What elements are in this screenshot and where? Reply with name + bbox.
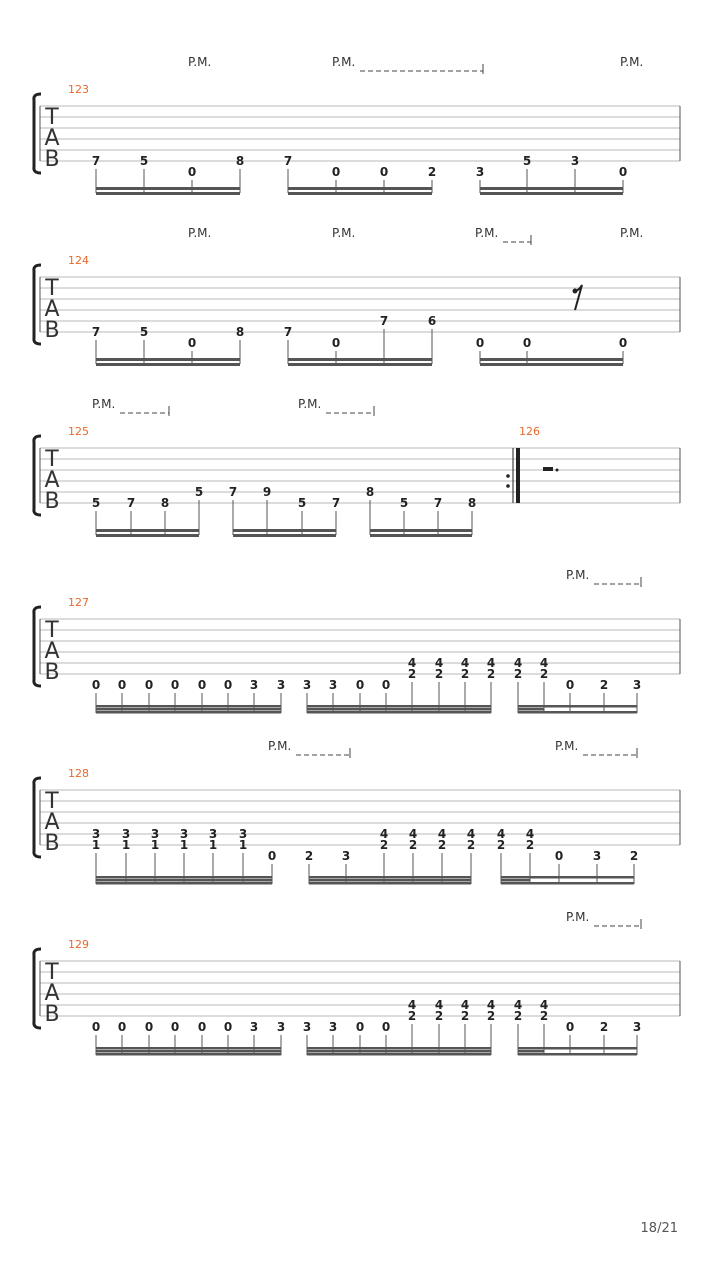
fret-number: 4 <box>407 656 417 670</box>
fret-number: 8 <box>365 485 375 499</box>
beam <box>96 1047 281 1050</box>
tab-clef-letter: A <box>44 981 60 1006</box>
fret-number: 4 <box>525 827 535 841</box>
fret-number: 5 <box>194 485 204 499</box>
repeat-barline-thick <box>516 448 520 503</box>
beam <box>370 529 472 532</box>
fret-number: 0 <box>144 678 154 692</box>
beam <box>501 876 634 879</box>
fret-number: 4 <box>408 827 418 841</box>
beam <box>96 879 272 882</box>
fret-number: 1 <box>150 838 160 852</box>
measure-number: 127 <box>68 596 89 609</box>
fret-number: 5 <box>91 496 101 510</box>
beam <box>518 705 637 708</box>
beam <box>307 1050 491 1053</box>
tab-staff <box>34 767 680 857</box>
tab-clef-letter: A <box>44 639 60 664</box>
fret-number: 4 <box>434 656 444 670</box>
palm-mute-label: P.M. <box>620 55 644 69</box>
beam <box>288 187 432 190</box>
fret-number: 6 <box>427 314 437 328</box>
beam <box>518 1047 637 1050</box>
fret-number: 7 <box>228 485 238 499</box>
rest-dot <box>573 289 578 294</box>
beam <box>480 187 623 190</box>
palm-mute-label: P.M. <box>475 226 499 240</box>
fret-number: 2 <box>599 678 609 692</box>
fret-number: 2 <box>437 838 447 852</box>
fret-number: 4 <box>539 998 549 1012</box>
tab-clef-letter: A <box>44 810 60 835</box>
fret-number: 8 <box>160 496 170 510</box>
beam <box>307 711 491 714</box>
fret-number: 4 <box>513 998 523 1012</box>
fret-number: 3 <box>276 678 286 692</box>
palm-mute-label: P.M. <box>188 226 212 240</box>
fret-number: 2 <box>513 1009 523 1023</box>
fret-number: 4 <box>437 827 447 841</box>
fret-number: 4 <box>539 656 549 670</box>
fret-number: 0 <box>223 1020 233 1034</box>
tab-clef-letter: A <box>44 297 60 322</box>
tab-clef-letter: T <box>45 276 59 301</box>
fret-number: 7 <box>433 496 443 510</box>
fret-number: 0 <box>91 678 101 692</box>
fret-number: 0 <box>170 678 180 692</box>
beam <box>288 363 432 366</box>
tab-clef-letter: B <box>44 1002 60 1027</box>
fret-number: 5 <box>522 154 532 168</box>
measure-number: 123 <box>68 83 89 96</box>
fret-number: 0 <box>565 678 575 692</box>
fret-number: 0 <box>223 678 233 692</box>
fret-number: 0 <box>379 165 389 179</box>
fret-number: 0 <box>618 165 628 179</box>
fret-number: 7 <box>283 325 293 339</box>
fret-number: 2 <box>496 838 506 852</box>
beam <box>309 879 471 882</box>
beam <box>307 705 491 708</box>
beam <box>307 1047 491 1050</box>
fret-number: 3 <box>302 1020 312 1034</box>
fret-number: 5 <box>399 496 409 510</box>
beam <box>96 192 240 195</box>
beam <box>518 1053 637 1056</box>
beam <box>96 1053 281 1056</box>
fret-number: 0 <box>187 165 197 179</box>
fret-number: 0 <box>565 1020 575 1034</box>
beam <box>96 363 240 366</box>
measure-number: 126 <box>519 425 540 438</box>
fret-number: 0 <box>522 336 532 350</box>
fret-number: 7 <box>91 325 101 339</box>
palm-mute-label: P.M. <box>332 55 356 69</box>
tab-clef-letter: B <box>44 660 60 685</box>
beam <box>307 1053 491 1056</box>
beam <box>370 534 472 537</box>
fret-number: 5 <box>297 496 307 510</box>
palm-mute-label: P.M. <box>298 397 322 411</box>
palm-mute-label: P.M. <box>92 397 116 411</box>
palm-mute-label: P.M. <box>620 226 644 240</box>
tab-staff <box>34 938 680 1028</box>
beam <box>309 876 471 879</box>
fret-number: 4 <box>466 827 476 841</box>
beam <box>96 708 281 711</box>
tab-staff <box>34 596 680 686</box>
fret-number: 8 <box>235 154 245 168</box>
fret-number: 2 <box>427 165 437 179</box>
fret-number: 2 <box>539 667 549 681</box>
fret-number: 3 <box>179 827 189 841</box>
measure-number: 124 <box>68 254 89 267</box>
fret-number: 3 <box>276 1020 286 1034</box>
tab-clef-letter: A <box>44 126 60 151</box>
tab-clef-letter: T <box>45 789 59 814</box>
fret-number: 3 <box>91 827 101 841</box>
beam <box>288 358 432 361</box>
fret-number: 8 <box>467 496 477 510</box>
repeat-dot <box>506 484 510 488</box>
fret-number: 2 <box>513 667 523 681</box>
beam <box>480 363 623 366</box>
fret-number: 1 <box>208 838 218 852</box>
tab-clef-letter: T <box>45 105 59 130</box>
beam-partial <box>518 708 544 711</box>
fret-number: 3 <box>570 154 580 168</box>
fret-number: 0 <box>187 336 197 350</box>
fret-number: 0 <box>197 1020 207 1034</box>
fret-number: 9 <box>262 485 272 499</box>
measure-number: 128 <box>68 767 89 780</box>
beam-partial <box>501 879 530 882</box>
fret-number: 3 <box>249 1020 259 1034</box>
fret-number: 0 <box>117 1020 127 1034</box>
fret-number: 1 <box>238 838 248 852</box>
tab-staff <box>34 254 680 344</box>
fret-number: 2 <box>525 838 535 852</box>
fret-number: 7 <box>379 314 389 328</box>
fret-number: 0 <box>554 849 564 863</box>
fret-number: 4 <box>513 656 523 670</box>
fret-number: 3 <box>121 827 131 841</box>
fret-number: 0 <box>170 1020 180 1034</box>
fret-number: 3 <box>150 827 160 841</box>
fret-number: 0 <box>331 165 341 179</box>
beam <box>518 711 637 714</box>
fret-number: 2 <box>407 1009 417 1023</box>
palm-mute-label: P.M. <box>566 910 590 924</box>
fret-number: 0 <box>91 1020 101 1034</box>
fret-number: 5 <box>139 325 149 339</box>
tab-clef-letter: T <box>45 447 59 472</box>
fret-number: 4 <box>407 998 417 1012</box>
fret-number: 3 <box>328 1020 338 1034</box>
fret-number: 2 <box>486 667 496 681</box>
tab-clef-letter: B <box>44 831 60 856</box>
palm-mute-label: P.M. <box>332 226 356 240</box>
rest-dot <box>556 469 559 472</box>
fret-number: 8 <box>235 325 245 339</box>
fret-number: 0 <box>117 678 127 692</box>
half-rest <box>543 467 553 471</box>
beam <box>480 358 623 361</box>
fret-number: 4 <box>486 656 496 670</box>
beam <box>96 358 240 361</box>
fret-number: 4 <box>460 656 470 670</box>
beam <box>96 1050 281 1053</box>
fret-number: 2 <box>486 1009 496 1023</box>
fret-number: 3 <box>249 678 259 692</box>
fret-number: 2 <box>434 667 444 681</box>
fret-number: 3 <box>208 827 218 841</box>
beam <box>501 882 634 885</box>
fret-number: 0 <box>381 1020 391 1034</box>
fret-number: 4 <box>434 998 444 1012</box>
palm-mute-label: P.M. <box>268 739 292 753</box>
tab-clef-letter: B <box>44 489 60 514</box>
beam <box>480 192 623 195</box>
fret-number: 7 <box>91 154 101 168</box>
fret-number: 2 <box>466 838 476 852</box>
palm-mute-label: P.M. <box>555 739 579 753</box>
fret-number: 5 <box>139 154 149 168</box>
fret-number: 3 <box>632 1020 642 1034</box>
tab-clef-letter: B <box>44 147 60 172</box>
tab-clef-letter: T <box>45 618 59 643</box>
tab-staff <box>34 83 680 173</box>
fret-number: 7 <box>331 496 341 510</box>
fret-number: 2 <box>599 1020 609 1034</box>
fret-number: 1 <box>91 838 101 852</box>
fret-number: 2 <box>539 1009 549 1023</box>
beam <box>96 187 240 190</box>
fret-number: 3 <box>475 165 485 179</box>
fret-number: 2 <box>629 849 639 863</box>
page-number: 18/21 <box>640 1221 678 1236</box>
tab-clef-letter: B <box>44 318 60 343</box>
fret-number: 2 <box>304 849 314 863</box>
fret-number: 0 <box>144 1020 154 1034</box>
fret-number: 2 <box>460 667 470 681</box>
fret-number: 1 <box>179 838 189 852</box>
beam <box>96 876 272 879</box>
fret-number: 4 <box>379 827 389 841</box>
fret-number: 3 <box>341 849 351 863</box>
beam <box>307 708 491 711</box>
fret-number: 0 <box>381 678 391 692</box>
fret-number: 2 <box>408 838 418 852</box>
beam-partial <box>518 1050 544 1053</box>
tab-clef-letter: A <box>44 468 60 493</box>
fret-number: 3 <box>592 849 602 863</box>
fret-number: 1 <box>121 838 131 852</box>
fret-number: 3 <box>328 678 338 692</box>
fret-number: 2 <box>460 1009 470 1023</box>
beam <box>309 882 471 885</box>
beam <box>233 534 336 537</box>
fret-number: 0 <box>355 1020 365 1034</box>
fret-number: 0 <box>267 849 277 863</box>
fret-number: 3 <box>302 678 312 692</box>
beam <box>96 711 281 714</box>
measure-number: 125 <box>68 425 89 438</box>
fret-number: 2 <box>434 1009 444 1023</box>
fret-number: 2 <box>379 838 389 852</box>
repeat-dot <box>506 474 510 478</box>
fret-number: 0 <box>331 336 341 350</box>
beam <box>96 529 199 532</box>
fret-number: 3 <box>632 678 642 692</box>
fret-number: 0 <box>197 678 207 692</box>
beam <box>96 534 199 537</box>
tab-clef-letter: T <box>45 960 59 985</box>
fret-number: 7 <box>126 496 136 510</box>
measure-number: 129 <box>68 938 89 951</box>
fret-number: 4 <box>460 998 470 1012</box>
fret-number: 0 <box>618 336 628 350</box>
fret-number: 4 <box>496 827 506 841</box>
beam <box>233 529 336 532</box>
fret-number: 7 <box>283 154 293 168</box>
palm-mute-label: P.M. <box>566 568 590 582</box>
beam <box>288 192 432 195</box>
fret-number: 0 <box>355 678 365 692</box>
fret-number: 4 <box>486 998 496 1012</box>
beam <box>96 705 281 708</box>
beam <box>96 882 272 885</box>
fret-number: 3 <box>238 827 248 841</box>
fret-number: 2 <box>407 667 417 681</box>
fret-number: 0 <box>475 336 485 350</box>
palm-mute-label: P.M. <box>188 55 212 69</box>
